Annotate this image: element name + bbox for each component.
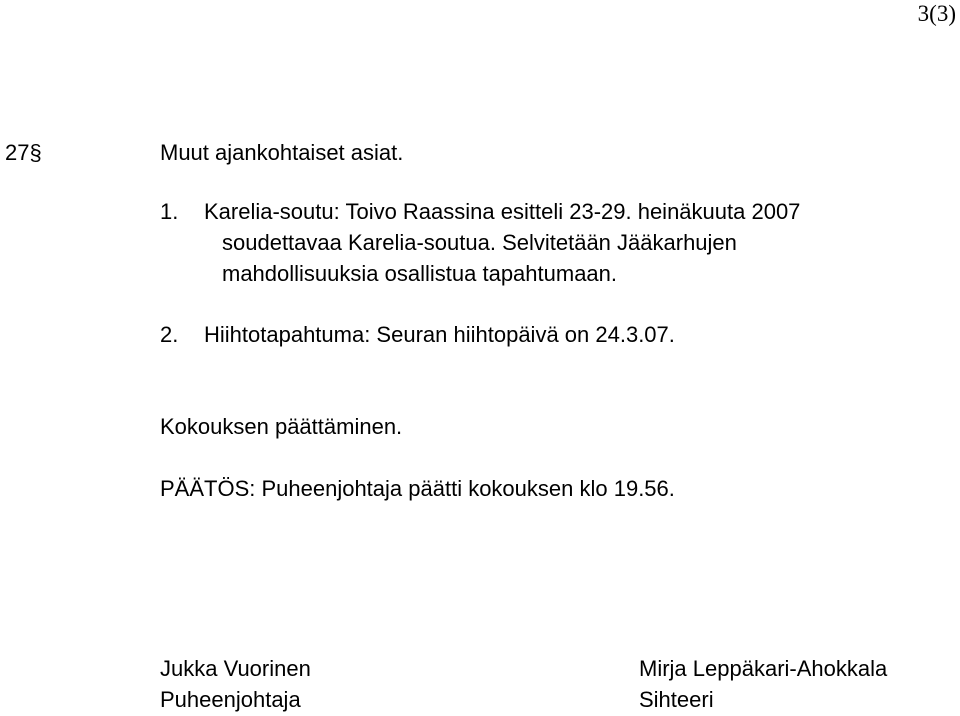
signature-role: Sihteeri xyxy=(639,687,714,712)
decision-text: PÄÄTÖS: Puheenjohtaja päätti kokouksen klo 19.56. xyxy=(160,476,675,501)
section-title: Muut ajankohtaiset asiat. xyxy=(160,140,404,165)
agenda-item-text-line: mahdollisuuksia osallistua tapahtumaan. xyxy=(222,261,618,286)
signature-role: Puheenjohtaja xyxy=(160,687,301,712)
agenda-item-text-line: Hiihtotapahtuma: Seuran hiihtopäivä on 24.3.07. xyxy=(204,322,675,347)
agenda-item-text-line: Karelia-soutu: Toivo Raassina esitteli 23-29. heinäkuuta 2007 xyxy=(204,199,801,224)
signature-name: Mirja Leppäkari-Ahokkala xyxy=(639,656,888,681)
page-number: 3(3) xyxy=(917,1,956,26)
closing-heading: Kokouksen päättäminen. xyxy=(160,414,403,439)
signature-name: Jukka Vuorinen xyxy=(160,656,311,681)
agenda-item-text-line: soudettavaa Karelia-soutua. Selvitetään Jääkarhujen xyxy=(222,230,737,255)
agenda-item-number: 1. xyxy=(160,199,179,224)
agenda-item-number: 2. xyxy=(160,322,179,347)
section-number: 27§ xyxy=(5,140,42,165)
